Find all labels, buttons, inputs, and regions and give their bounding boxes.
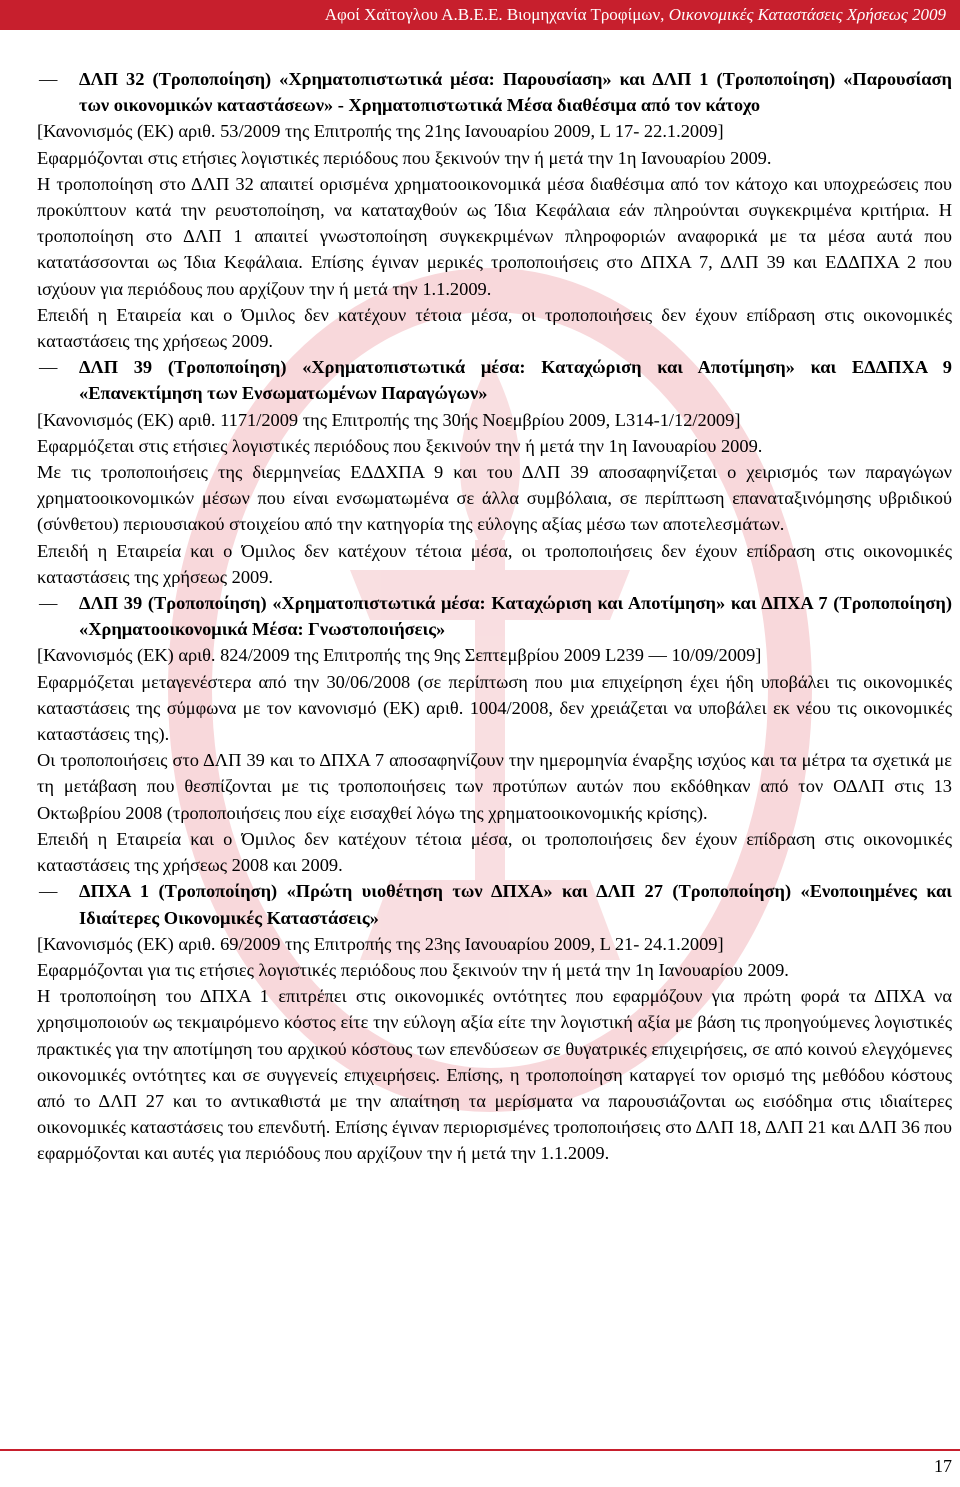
section (37, 590, 952, 878)
page-header (0, 0, 960, 30)
dash-bullet: — (39, 357, 58, 378)
paragraph: Η τροποποίηση του ΔΠΧΑ 1 επιτρέπει στις οικονομικές οντότητες που εφαρμόζουν για πρώτη φορά τα ΔΠΧΑ να χρησιμοποιούν ως τεκμαιρόμενο κόστος είτε την εύλογη αξία είτε την λογιστική αξία με βάση τις προηγούμενες λογιστικές πρακτικές για την αποτίμηση του αρχικού κόστους των επενδύσεων σε θυγατρικές επιχειρήσεις, σε από κοινού ελεγχόμενες οικονομικές οντότητες και σε συγγενείς επιχειρήσεις. Επίσης, η τροποποίηση καταργεί τον ορισμό της μεθόδου κόστους από το ΔΛΠ 27 και το αντικαθιστά με την απαίτηση τα μερίσματα να παρουσιάζονται ως εισόδημα στις ιδιαίτερες οικονομικές καταστάσεις του επενδυτή. Επίσης έγιναν περιορισμένες τροποποιήσεις στο ΔΛΠ 18, ΔΛΠ 21 και ΔΛΠ 36 που εφαρμόζονται και αυτές για περιόδους που αρχίζουν την ή μετά την 1.1.2009. (37, 986, 952, 1164)
dash-bullet: — (39, 881, 58, 902)
header-company: Αφοί Χαϊτογλου Α.Β.Ε.Ε. Βιομηχανία Τροφίμων, (324, 5, 665, 24)
applicability-text: Εφαρμόζεται μεταγενέστερα από την 30/06/2008 (σε περίπτωση που μια επιχείρηση έχει ήδη υποβάλει τις οικονομικές καταστάσεις της σύμφωνα με τον κανονισμό (ΕΚ) αριθ. 1004/2008, δεν χρειάζεται να υποβάλει εκ νέου τις οικονομικές καταστάσεις της). (37, 671, 952, 745)
paragraph: Επειδή η Εταιρεία και ο Όμιλος δεν κατέχουν τέτοια μέσα, οι τροποποιήσεις δεν έχουν επίδραση στις οικονομικές καταστάσεις της χρήσεως 2009. (37, 540, 952, 587)
regulation-reference: [Κανονισμός (ΕΚ) αριθ. 69/2009 της Επιτροπής της 23ης Ιανουαρίου 2009, L 21- 24.1.2009] (37, 933, 724, 954)
applicability-text: Εφαρμόζεται στις ετήσιες λογιστικές περιόδους που ξεκινούν την ή μετά την 1η Ιανουαρίου 2009. (37, 435, 763, 456)
footer-rule (0, 1449, 960, 1451)
dash-bullet: — (39, 69, 58, 89)
document-body (37, 66, 952, 1167)
paragraph: Οι τροποποιήσεις στο ΔΛΠ 39 και το ΔΠΧΑ 7 αποσαφηνίζουν την ημερομηνία έναρξης ισχύος και τα μέτρα τα σχετικά με τη μετάβαση που θεσπίζονται με τις τροποποιήσεις των προτύπων αυτών που εκδόθηκαν από τον ΟΔΛΠ στις 13 Οκτωβρίου 2008 (τροποποιήσεις που είχε εισαχθεί λόγω της χρηματοοικονομικής κρίσης). (37, 750, 952, 823)
page-number: 17 (934, 1456, 952, 1476)
paragraph: Με τις τροποποιήσεις της διερμηνείας ΕΔΔΧΠΑ 9 και του ΔΛΠ 39 αποσαφηνίζεται ο χειρισμός των παραγώγων χρηματοοικονομικών μέσων που είναι ενσωματωμένα σε άλλα συμβόλαια, σε περίπτωση επαναταξινόμησης υβριδικού (σύνθετου) περιουσιακού στοιχείου από την κατηγορία της εύλογης αξίας μέσω των αποτελεσμάτων. (37, 462, 952, 535)
regulation-reference: [Κανονισμός (ΕΚ) αριθ. 824/2009 της Επιτροπής της 9ης Σεπτεμβρίου 2009 L239 — 10/09/2009] (37, 645, 762, 666)
applicability-text: Εφαρμόζονται για τις ετήσιες λογιστικές περιόδους που ξεκινούν την ή μετά την 1η Ιανουαρίου 2009. (37, 959, 789, 980)
paragraph: Η τροποποίηση στο ΔΛΠ 32 απαιτεί ορισμένα χρηματοοικονομικά μέσα διαθέσιμα από τον κάτοχο και υποχρεώσεις που προκύπτουν κατά την ρευστοποίηση, να καταταχθούν ως Ίδια Κεφάλαια εάν πληρούνται συγκεκριμένα κριτήρια. Η τροποποίηση στο ΔΛΠ 1 απαιτεί γνωστοποίηση συγκεκριμένων πληροφοριών αναφορικά με τα μέσα αυτά που κατατάσσονται ως Ίδια Κεφάλαια. Επίσης έγιναν μερικές τροποποιήσεις στο ΔΠΧΑ 7, ΔΛΠ 39 και ΕΔΔΠΧΑ 2 που ισχύουν για περιόδους που αρχίζουν την ή μετά την 1.1.2009. (37, 173, 952, 299)
section-heading: — ΔΛΠ 39 (Τροποποίηση) «Χρηματοπιστωτικά μέσα: Καταχώριση και Αποτίμηση» και ΔΠΧΑ 7 (Τροποποίηση) «Χρηματοοικονομικά Μέσα: Γνωστοποιήσεις» (37, 590, 952, 642)
applicability-text: Εφαρμόζονται στις ετήσιες λογιστικές περιόδους που ξεκινούν την ή μετά την 1η Ιανουαρίου 2009. (37, 147, 772, 168)
dash-bullet: — (39, 593, 58, 614)
section (37, 354, 952, 590)
header-doc-title: Οικονομικές Καταστάσεις Χρήσεως 2009 (668, 5, 946, 24)
section (37, 878, 952, 1166)
paragraph: Επειδή η Εταιρεία και ο Όμιλος δεν κατέχουν τέτοια μέσα, οι τροποποιήσεις δεν έχουν επίδραση στις οικονομικές καταστάσεις της χρήσεως 2009. (37, 304, 952, 352)
section-heading: — ΔΛΠ 39 (Τροποποίηση) «Χρηματοπιστωτικά μέσα: Καταχώριση και Αποτίμηση» και ΕΔΔΠΧΑ 9 «Επανεκτίμηση των Ενσωματωμένων Παραγώγων» (37, 354, 952, 406)
section-heading: — ΔΛΠ 32 (Τροποποίηση) «Χρηματοπιστωτικά μέσα: Παρουσίαση» και ΔΛΠ 1 (Τροποποίηση) «Παρουσίαση των οικονομικών καταστάσεων» - Χρηματοπιστωτικά Μέσα διαθέσιμα από τον κάτοχο (37, 66, 952, 118)
section (37, 66, 952, 354)
regulation-reference: [Κανονισμός (ΕΚ) αριθ. 53/2009 της Επιτροπής της 21ης Ιανουαρίου 2009, L 17- 22.1.2009] (37, 121, 724, 142)
section-heading: — ΔΠΧΑ 1 (Τροποποίηση) «Πρώτη υιοθέτηση των ΔΠΧΑ» και ΔΛΠ 27 (Τροποποίηση) «Ενοποιημένες και Ιδιαίτερες Οικονομικές Καταστάσεις» (37, 878, 952, 930)
paragraph: Επειδή η Εταιρεία και ο Όμιλος δεν κατέχουν τέτοια μέσα, οι τροποποιήσεις δεν έχουν επίδραση στις οικονομικές καταστάσεις της χρήσεως 2008 και 2009. (37, 828, 952, 876)
regulation-reference: [Κανονισμός (ΕΚ) αριθ. 1171/2009 της Επιτροπής της 30ής Νοεμβρίου 2009, L314-1/12/2009] (37, 409, 741, 430)
